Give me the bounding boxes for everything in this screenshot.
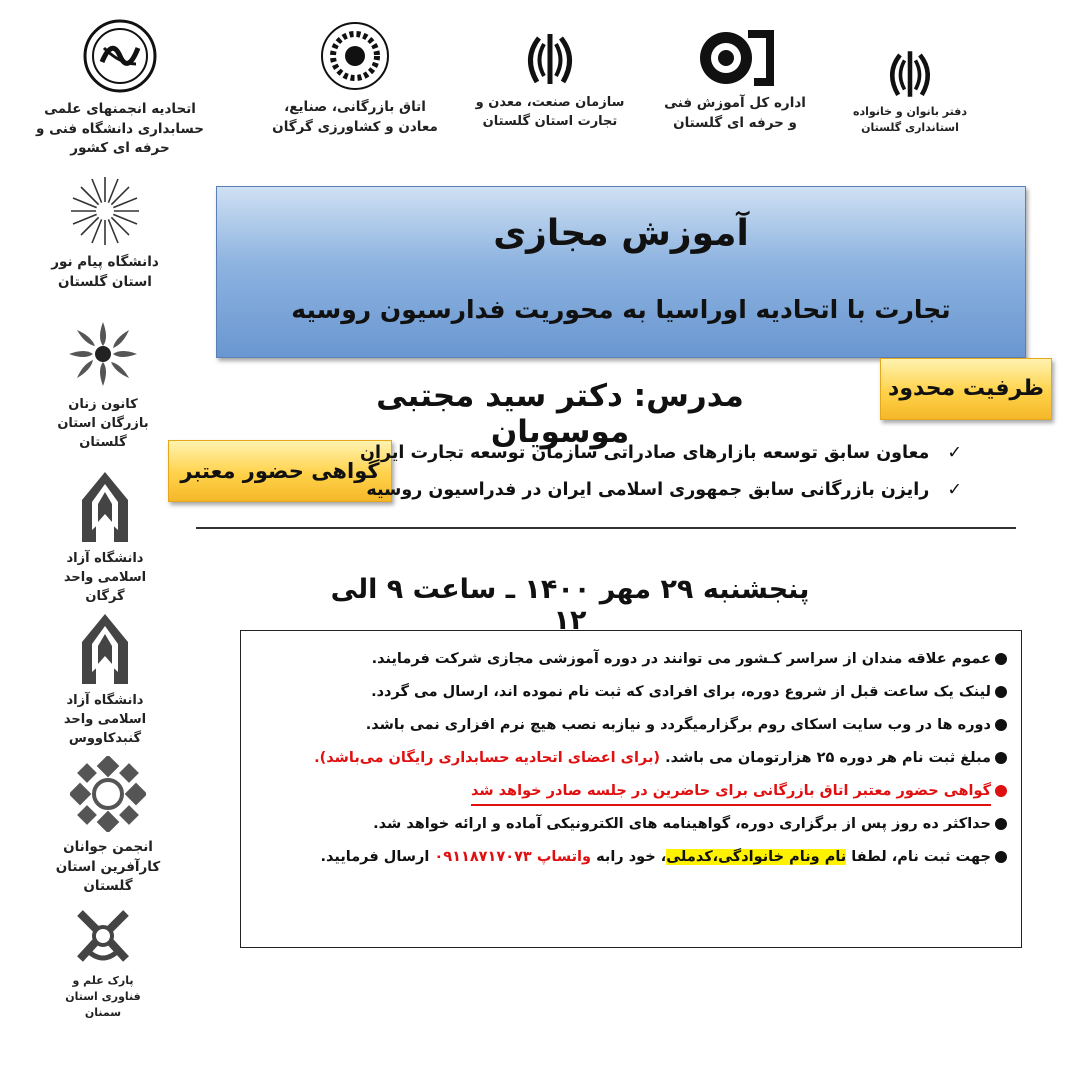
science-park-icon bbox=[72, 905, 134, 967]
checkmark-icon: ✓ bbox=[947, 443, 962, 463]
free-for-members-note: (برای اعضای اتحادیه حسابداری رایگان می‌باشد). bbox=[314, 750, 661, 766]
notes-box bbox=[240, 630, 1022, 948]
bullet-icon bbox=[995, 851, 1007, 863]
logo-chamber-of-commerce bbox=[270, 20, 440, 137]
logo-azad-gorgan bbox=[40, 470, 170, 607]
capacity-badge: ظرفیت محدود bbox=[880, 358, 1052, 420]
logo-technical-vocational bbox=[660, 26, 810, 133]
bullet-icon bbox=[995, 653, 1007, 665]
certificate-badge: گواهی حضور معتبر bbox=[168, 440, 392, 502]
logo-caption: کانون زنان بازرگان استان گلستان bbox=[57, 397, 149, 450]
bio-text: معاون سابق توسعه بازارهای صادراتی سازمان توسعه تجارت ایران bbox=[360, 443, 930, 463]
logo-caption: اتاق بازرگانی، صنایع، معادن و کشاورزی گرگان bbox=[272, 99, 438, 135]
payame-noor-icon bbox=[69, 175, 141, 247]
instructor-bio-item bbox=[360, 443, 962, 463]
accounting-association-icon bbox=[82, 18, 158, 94]
list-item: دوره ها در وب سایت اسکای روم برگزارمیگردد و نیازبه نصب هیچ نرم افزاری نمی باشد. bbox=[251, 709, 1007, 742]
instructor-bio-item bbox=[366, 480, 962, 500]
logo-caption: دانشگاه آزاد اسلامی واحد گنبدکاووس bbox=[63, 693, 147, 746]
bullet-icon bbox=[995, 686, 1007, 698]
bullet-icon bbox=[995, 719, 1007, 731]
logo-women-family-office bbox=[845, 46, 975, 136]
list-item: جهت ثبت نام، لطفا نام ونام خانوادگی،کدملی، خود رابه واتساپ ۰۹۱۱۸۷۱۷۰۷۳ ارسال فرمایید. bbox=[251, 841, 1007, 874]
logo-accounting-association bbox=[20, 18, 220, 159]
logo-caption: دفتر بانوان و خانواده استانداری گلستان bbox=[853, 105, 967, 134]
list-item: عموم علاقه مندان از سراسر کـشور می توانند در دوره آموزشی مجازی شرکت فرمایند. bbox=[251, 643, 1007, 676]
title-banner bbox=[216, 186, 1026, 358]
logo-caption: اتحادیه انجمنهای علمی حسابداری دانشگاه فنی و حرفه ای کشور bbox=[36, 101, 204, 157]
whatsapp-number[interactable]: واتساپ ۰۹۱۱۸۷۱۷۰۷۳ bbox=[434, 849, 592, 865]
chamber-of-commerce-icon bbox=[317, 20, 393, 92]
required-info-highlight: نام ونام خانوادگی،کدملی bbox=[666, 849, 847, 865]
certificate-note: گواهی حضور معتبر اتاق بازرگانی برای حاضرین در جلسه صادر خواهد شد bbox=[471, 778, 991, 806]
logo-caption: دانشگاه پیام نور استان گلستان bbox=[51, 254, 159, 290]
event-datetime: پنجشنبه ۲۹ مهر ۱۴۰۰ ـ ساعت ۹ الی ۱۲ bbox=[330, 574, 810, 636]
logo-caption: دانشگاه آزاد اسلامی واحد گرگان bbox=[63, 551, 147, 604]
logo-caption: پارک علم و فناوری استان سمنان bbox=[65, 974, 141, 1019]
list-item: مبلغ ثبت نام هر دوره ۲۵ هزارتومان می باشد. (برای اعضای اتحادیه حسابداری رایگان می‌باشد). bbox=[251, 742, 1007, 775]
logo-azad-gonbad bbox=[40, 612, 170, 749]
logo-payame-noor bbox=[40, 175, 170, 292]
notes-list bbox=[241, 631, 1021, 874]
technical-vocational-icon bbox=[696, 26, 774, 90]
instructor-name: مدرس: دکتر سید مجتبی موسویان bbox=[376, 378, 744, 450]
divider bbox=[196, 527, 1016, 529]
iran-emblem-icon bbox=[880, 46, 940, 102]
checkmark-icon: ✓ bbox=[947, 480, 962, 500]
logo-science-park bbox=[48, 905, 158, 1021]
logo-industry-organization bbox=[475, 30, 625, 132]
logo-caption: اداره کل آموزش فنی و حرفه ای گلستان bbox=[664, 95, 806, 131]
azad-university-icon bbox=[78, 612, 132, 686]
page-subtitle: تجارت با اتحادیه اوراسیا به محوریت فدارسیون روسیه bbox=[291, 295, 951, 324]
bullet-icon bbox=[995, 752, 1007, 764]
page-title: آموزش مجازی bbox=[493, 213, 749, 254]
logo-young-entrepreneurs bbox=[38, 756, 178, 897]
bullet-icon bbox=[995, 818, 1007, 830]
azad-university-icon bbox=[78, 470, 132, 544]
women-business-icon bbox=[65, 318, 141, 390]
list-item bbox=[251, 775, 1007, 808]
list-item: لینک یک ساعت قبل از شروع دوره، برای افرادی که ثبت نام نموده اند، ارسال می گردد. bbox=[251, 676, 1007, 709]
young-entrepreneurs-icon bbox=[70, 756, 146, 832]
logo-caption: سازمان صنعت، معدن و تجارت استان گلستان bbox=[475, 95, 625, 129]
bio-text: رایزن بازرگانی سابق جمهوری اسلامی ایران در فدراسیون روسیه bbox=[366, 480, 930, 500]
iran-emblem-icon bbox=[517, 30, 583, 88]
list-item: حداکثر ده روز پس از برگزاری دوره، گواهینامه های الکترونیکی آماده و ارائه خواهد شد. bbox=[251, 808, 1007, 841]
logo-women-business bbox=[38, 318, 168, 453]
logo-caption: انجمن جوانان کارآفرین استان گلستان bbox=[55, 839, 161, 895]
bullet-icon bbox=[995, 785, 1007, 797]
